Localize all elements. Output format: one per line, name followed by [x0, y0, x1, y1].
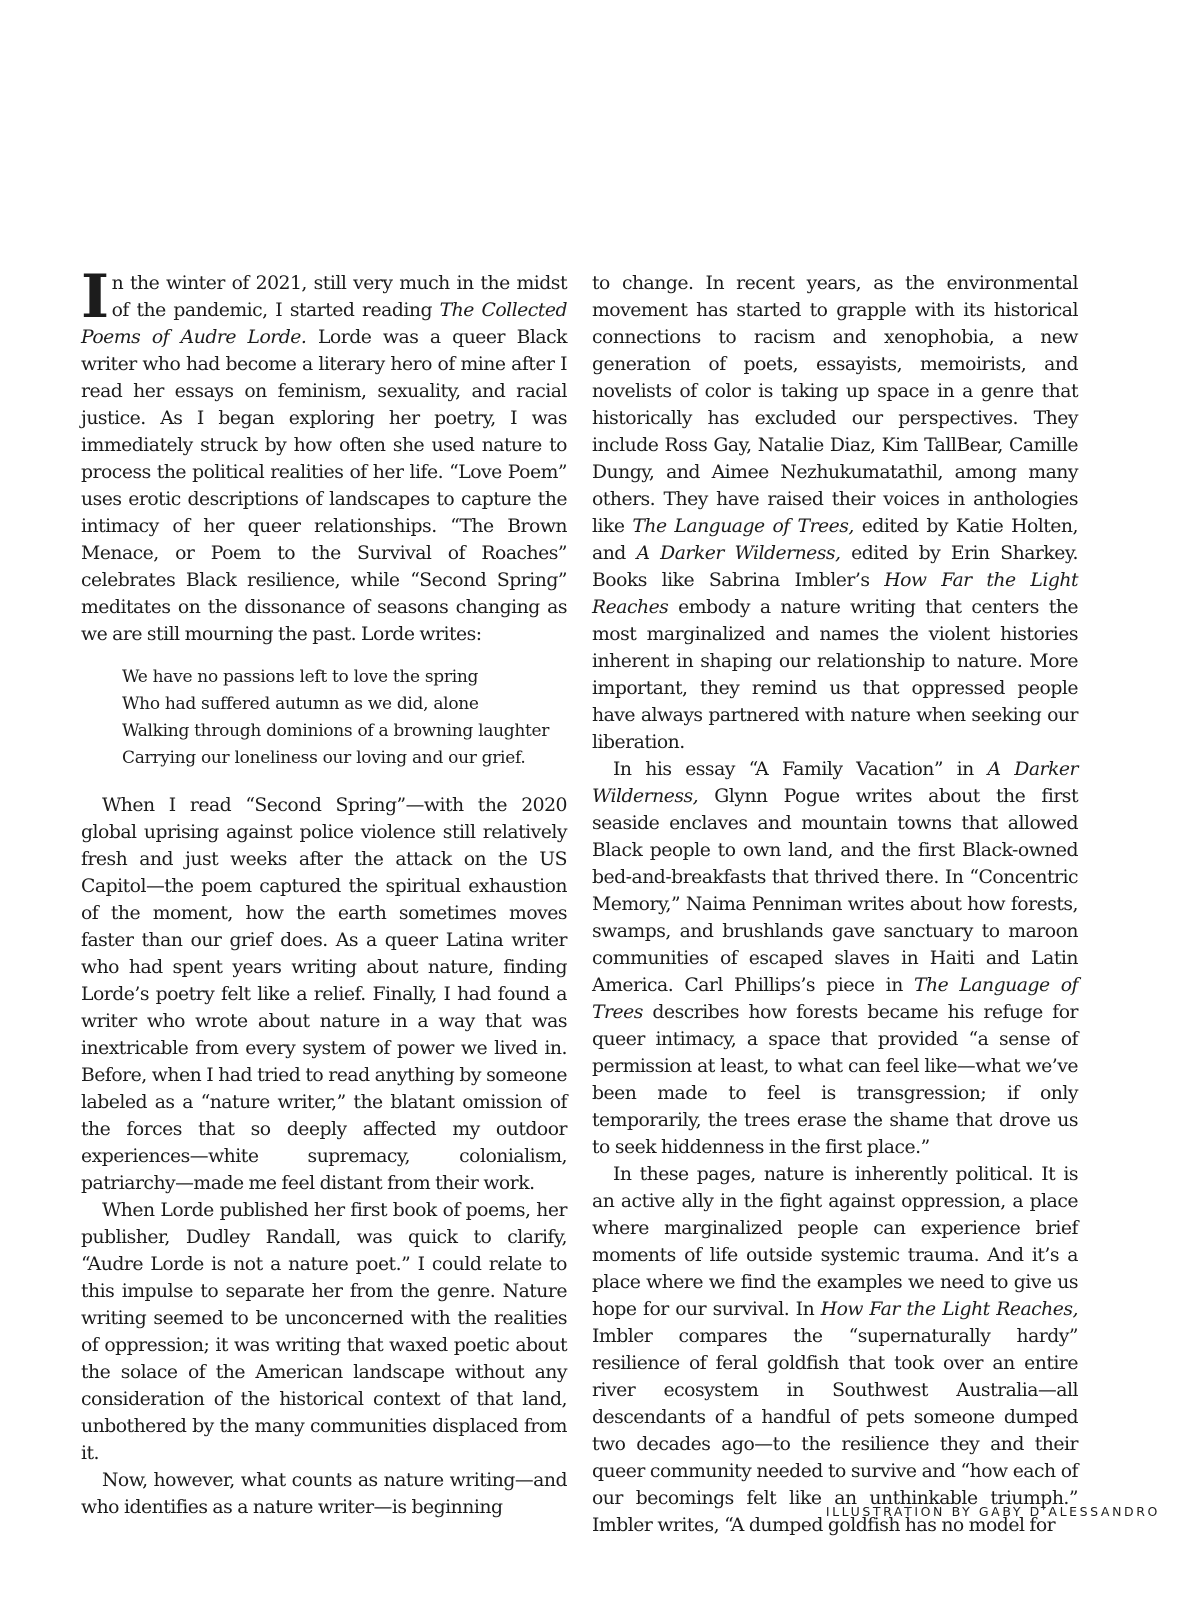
- opening-text: In the winter of 2021, still very much in the midst of the pandemic, I started reading: [81, 262, 567, 332]
- paragraph-publisher: When Lorde published her first book of poems, her publisher, Dudley Randall, was quick to clarify, “Audre Lorde is not a nature poet.” I could relate to this impulse to separate her from the genre. Nature writing seemed to be unconcerned with the realities of oppression; it was writing that waxed poetic about the solace of the American landscape without any consideration of the historical context of that land, unbothered by the many communities displaced from it.: [81, 1200, 567, 1464]
- right-column: [592, 270, 1078, 1539]
- poem-line: We have no passions left to love the spring: [122, 667, 479, 687]
- paragraph-text: edited by Erin Sharkey. Books like Sabrina Imbler’s: [592, 543, 1078, 591]
- book-title-darker-wilderness: A Darker Wilderness,: [592, 759, 1078, 807]
- paragraph-to-change: [592, 270, 1078, 756]
- illustration-credit: ILLUSTRATION BY GABY D’ALESSANDRO: [825, 1504, 1160, 1519]
- paragraph-text: Glynn Pogue writes about the first seaside enclaves and mountain towns that allowed Black people to own land, and the first Black-owned bed-and-breakfasts that thrived there. In “Concentric Memory,” Naima Penniman writes about how forests, swamps, and brushlands gave sanctuary to maroon communities of escaped slaves in Haiti and Latin America. Carl Phillips’s piece in: [592, 786, 1078, 996]
- left-column: [81, 262, 567, 1521]
- poem-line: Walking through dominions of a browning laughter: [122, 721, 550, 741]
- paragraph-text: to change. In recent years, as the environmental movement has started to grapple with its historical connections to racism and xenophobia, a new generation of poets, essayists, memoirists, and novelists of color is taking up space in a genre that historically has excluded our perspectives. They include Ross Gay, Natalie Diaz, Kim TallBear, Camille Dungy, and Aimee Nezhukumatathil, among many others. They have raised their voices in anthologies like: [592, 273, 1078, 537]
- poem-line: Carrying our loneliness our loving and our grief.: [122, 748, 526, 768]
- paragraph-text: describes how forests became his refuge for queer intimacy, a space that provided “a sense of permission at least, to what can feel like—what we’ve been made to feel is transgression; if only temporarily, the trees erase the shame that drove us to seek hiddenness in the first place.”: [592, 1002, 1078, 1158]
- opening-text-continued: Lorde was a queer Black writer who had become a literary hero of mine after I read her essays on feminism, sexuality, and racial justice. As I began exploring her poetry, I was immediately struck by how often she used nature to process the political realities of her life. “Love Poem” uses erotic descriptions of landscapes to capture the intimacy of her queer relationships. “The Brown Menace, or Poem to the Survival of Roaches” celebrates Black resilience, while “Second Spring” meditates on the dissonance of seasons changing as we are still mourning the past. Lorde writes:: [81, 327, 567, 645]
- book-title-language-of-trees: The Language of Trees,: [632, 516, 854, 537]
- paragraph-text: edited by Katie Holten, and: [592, 516, 1078, 564]
- book-title-language-of-trees: The Language of Trees: [592, 975, 1079, 1023]
- paragraph-text: Imbler compares the “supernaturally hardy” resilience of feral goldfish that took over an entire river ecosystem in Southwest Australia—all descendants of a handful of pets someone dumped two decades ago—to the resilience they and their queer community needed to survive and “how each of our becomings felt like an unthinkable triumph.” Imbler writes, “A dumped goldfish has no model for: [592, 1326, 1078, 1536]
- paragraph-text: embody a nature writing that centers the most marginalized and names the violent histories inherent in shaping our relationship to nature. More important, they remind us that oppressed people have always partnered with nature when seeking our liberation.: [592, 597, 1078, 753]
- paragraph-text: In these pages, nature is inherently political. It is an active ally in the fight against oppression, a place where marginalized people can experience brief moments of life outside systemic trauma. And it’s a place where we find the examples we need to give us hope for our survival. In: [592, 1164, 1078, 1320]
- paragraph-text: In his essay “A Family Vacation” in: [613, 759, 988, 780]
- paragraph-now-however: Now, however, what counts as nature writing—and who identifies as a nature writer—is beginning: [81, 1470, 567, 1518]
- book-title-how-far-the-light: How Far the Light Reaches,: [820, 1299, 1078, 1320]
- poem-line: Who had suffered autumn as we did, alone: [122, 694, 479, 714]
- paragraph-family-vacation: [592, 756, 1078, 1161]
- paragraph-second-spring: When I read “Second Spring”—with the 2020 global uprising against police violence still relatively fresh and just weeks after the attack on the US Capitol—the poem captured the spiritual exhaustion of the moment, how the earth sometimes moves faster than our grief does. As a queer Latina writer who had spent years writing about nature, finding Lorde’s poetry felt like a relief. Finally, I had found a writer who wrote about nature in a way that was inextricable from every system of power we lived in. Before, when I had tried to read anything by someone labeled as a “nature writer,” the blatant omission of the forces that so deeply affected my outdoor experiences—white supremacy, colonialism, patriarchy—made me feel distant from their work.: [81, 795, 567, 1194]
- book-title-darker-wilderness: A Darker Wilderness,: [636, 543, 841, 564]
- opening-paragraph: [81, 262, 567, 648]
- book-title-how-far-the-light: How Far the Light Reaches: [592, 570, 1078, 618]
- book-title-collected-poems: The Collected Poems of Audre Lorde.: [81, 300, 567, 348]
- paragraph-inherently-political: [592, 1161, 1078, 1539]
- poem-excerpt: [122, 664, 567, 772]
